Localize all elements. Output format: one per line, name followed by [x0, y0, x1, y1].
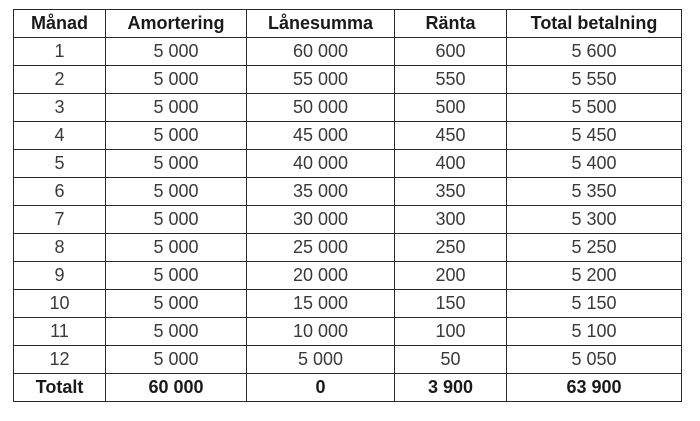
table-row — [14, 206, 682, 234]
cell-amortering: 5 000 — [106, 66, 247, 94]
cell-manad: 11 — [14, 318, 106, 346]
cell-lanesumma: 45 000 — [247, 122, 395, 150]
total-cell-total-betalning: 63 900 — [507, 374, 682, 402]
cell-amortering: 5 000 — [106, 318, 247, 346]
cell-amortering: 5 000 — [106, 262, 247, 290]
amortization-table — [13, 9, 682, 402]
total-cell-ranta: 3 900 — [395, 374, 507, 402]
cell-ranta: 250 — [395, 234, 507, 262]
cell-lanesumma: 10 000 — [247, 318, 395, 346]
cell-manad: 8 — [14, 234, 106, 262]
cell-amortering: 5 000 — [106, 178, 247, 206]
table-row — [14, 234, 682, 262]
cell-ranta: 150 — [395, 290, 507, 318]
cell-amortering: 5 000 — [106, 150, 247, 178]
cell-ranta: 450 — [395, 122, 507, 150]
cell-total-betalning: 5 600 — [507, 38, 682, 66]
cell-manad: 10 — [14, 290, 106, 318]
cell-lanesumma: 15 000 — [247, 290, 395, 318]
cell-total-betalning: 5 350 — [507, 178, 682, 206]
cell-lanesumma: 60 000 — [247, 38, 395, 66]
cell-lanesumma: 5 000 — [247, 346, 395, 374]
total-row — [14, 374, 682, 402]
cell-lanesumma: 30 000 — [247, 206, 395, 234]
cell-lanesumma: 35 000 — [247, 178, 395, 206]
cell-ranta: 400 — [395, 150, 507, 178]
cell-manad: 9 — [14, 262, 106, 290]
cell-manad: 6 — [14, 178, 106, 206]
header-manad: Månad — [14, 10, 106, 38]
table-row — [14, 290, 682, 318]
cell-amortering: 5 000 — [106, 234, 247, 262]
header-row — [14, 10, 682, 38]
table-row — [14, 66, 682, 94]
cell-total-betalning: 5 500 — [507, 94, 682, 122]
cell-total-betalning: 5 300 — [507, 206, 682, 234]
cell-ranta: 300 — [395, 206, 507, 234]
cell-lanesumma: 50 000 — [247, 94, 395, 122]
cell-amortering: 5 000 — [106, 290, 247, 318]
cell-ranta: 550 — [395, 66, 507, 94]
cell-ranta: 500 — [395, 94, 507, 122]
cell-ranta: 100 — [395, 318, 507, 346]
cell-amortering: 5 000 — [106, 206, 247, 234]
table-row — [14, 318, 682, 346]
cell-lanesumma: 55 000 — [247, 66, 395, 94]
cell-total-betalning: 5 450 — [507, 122, 682, 150]
cell-manad: 1 — [14, 38, 106, 66]
total-cell-manad: Totalt — [14, 374, 106, 402]
cell-manad: 2 — [14, 66, 106, 94]
cell-total-betalning: 5 550 — [507, 66, 682, 94]
cell-manad: 3 — [14, 94, 106, 122]
cell-lanesumma: 20 000 — [247, 262, 395, 290]
cell-manad: 7 — [14, 206, 106, 234]
amortization-table-container — [13, 9, 681, 402]
cell-total-betalning: 5 050 — [507, 346, 682, 374]
cell-total-betalning: 5 200 — [507, 262, 682, 290]
table-row — [14, 150, 682, 178]
table-row — [14, 122, 682, 150]
table-row — [14, 94, 682, 122]
header-total-betalning: Total betalning — [507, 10, 682, 38]
cell-amortering: 5 000 — [106, 346, 247, 374]
table-row — [14, 38, 682, 66]
cell-total-betalning: 5 250 — [507, 234, 682, 262]
cell-ranta: 350 — [395, 178, 507, 206]
cell-amortering: 5 000 — [106, 122, 247, 150]
cell-ranta: 200 — [395, 262, 507, 290]
header-amortering: Amortering — [106, 10, 247, 38]
cell-amortering: 5 000 — [106, 94, 247, 122]
header-lanesumma: Lånesumma — [247, 10, 395, 38]
cell-total-betalning: 5 400 — [507, 150, 682, 178]
cell-total-betalning: 5 100 — [507, 318, 682, 346]
total-cell-amortering: 60 000 — [106, 374, 247, 402]
table-row — [14, 346, 682, 374]
table-row — [14, 178, 682, 206]
cell-ranta: 50 — [395, 346, 507, 374]
cell-amortering: 5 000 — [106, 38, 247, 66]
table-row — [14, 262, 682, 290]
cell-total-betalning: 5 150 — [507, 290, 682, 318]
cell-manad: 5 — [14, 150, 106, 178]
cell-lanesumma: 25 000 — [247, 234, 395, 262]
table-body — [14, 38, 682, 402]
header-ranta: Ränta — [395, 10, 507, 38]
cell-ranta: 600 — [395, 38, 507, 66]
cell-lanesumma: 40 000 — [247, 150, 395, 178]
cell-manad: 12 — [14, 346, 106, 374]
total-cell-lanesumma: 0 — [247, 374, 395, 402]
cell-manad: 4 — [14, 122, 106, 150]
